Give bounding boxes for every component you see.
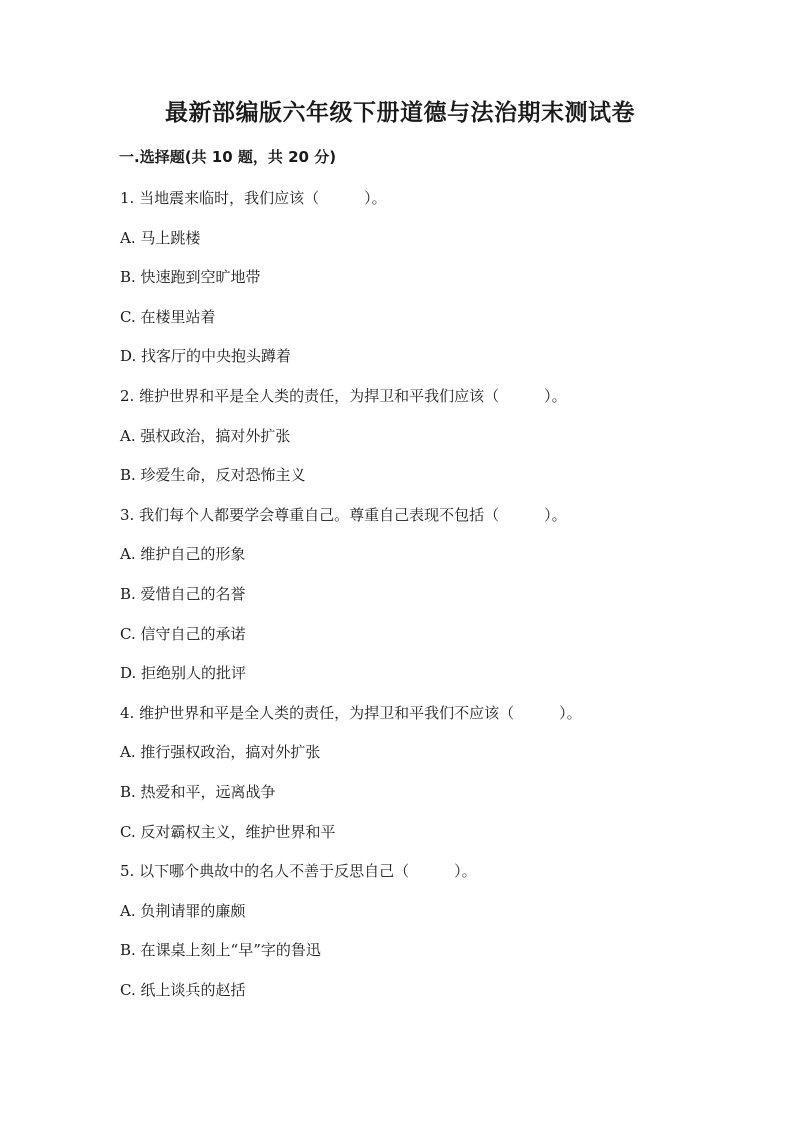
option-1-b: B. 快速跑到空旷地带 <box>120 268 261 287</box>
question-stem-1: 1. 当地震来临时，我们应该（ ）。 <box>120 189 387 207</box>
page-title: 最新部编版六年级下册道德与法治期末测试卷 <box>165 100 635 126</box>
option-3-d: D. 拒绝别人的批评 <box>120 664 247 683</box>
option-3-b: B. 爱惜自己的名誉 <box>120 584 246 603</box>
section-heading: 一.选择题(共 10 题，共 20 分) <box>119 148 337 166</box>
option-1-a: A. 马上跳楼 <box>120 228 201 247</box>
question-stem-2: 2. 维护世界和平是全人类的责任，为捍卫和平我们应该（ ）。 <box>120 386 567 405</box>
question-list <box>120 185 740 1016</box>
option-2-b: B. 珍爱生命，反对恐怖主义 <box>120 466 306 485</box>
option-5-b: B. 在课桌上刻上“早”字的鲁迅 <box>120 941 321 960</box>
option-3-c: C. 信守自己的承诺 <box>120 624 246 643</box>
option-4-b: B. 热爱和平，远离战争 <box>120 782 276 801</box>
option-1-c: C. 在楼里站着 <box>120 307 216 326</box>
question-stem-3: 3. 我们每个人都要学会尊重自己。尊重自己表现不包括（ ）。 <box>120 505 567 524</box>
option-3-a: A. 维护自己的形象 <box>120 545 246 564</box>
option-2-a: A. 强权政治，搞对外扩张 <box>120 426 291 445</box>
option-4-a: A. 推行强权政治，搞对外扩张 <box>120 743 321 762</box>
option-1-d: D. 找客厅的中央抱头蹲着 <box>120 347 292 366</box>
option-5-a: A. 负荆请罪的廉颇 <box>120 901 246 920</box>
option-4-c: C. 反对霸权主义，维护世界和平 <box>120 822 336 841</box>
option-5-c: C. 纸上谈兵的赵括 <box>120 980 246 999</box>
question-stem-4: 4. 维护世界和平是全人类的责任，为捍卫和平我们不应该（ ）。 <box>120 703 582 722</box>
question-stem-5: 5. 以下哪个典故中的名人不善于反思自己（ ）。 <box>120 862 477 881</box>
